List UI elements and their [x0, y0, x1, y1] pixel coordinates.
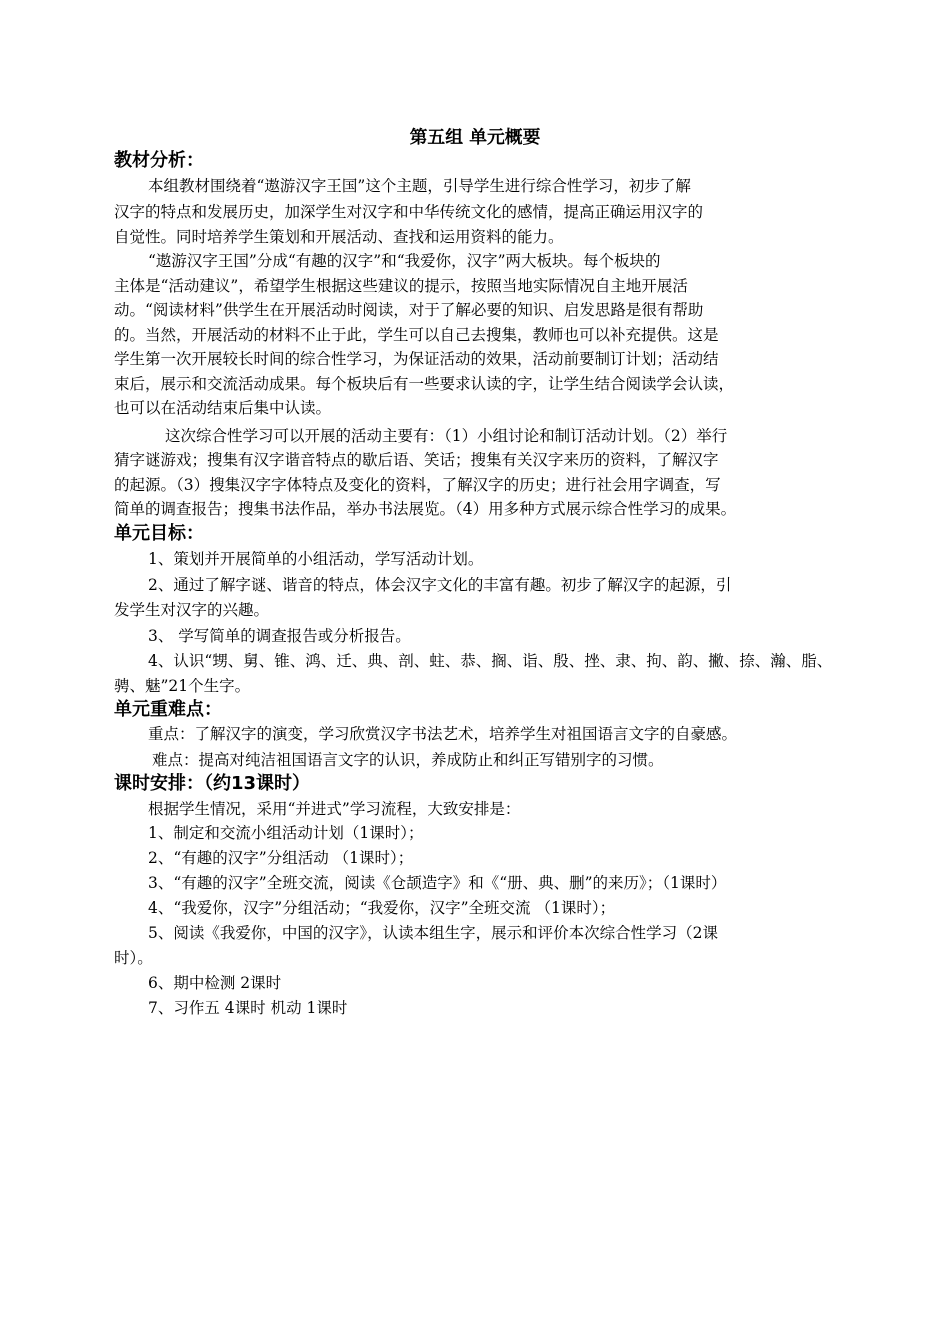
paragraph-line: 也可以在活动结束后集中认读。: [114, 399, 332, 417]
paragraph-line: 难点：提高对纯洁祖国语言文字的认识，养成防止和纠正写错别字的习惯。: [152, 751, 664, 769]
section-heading-keypoints: 单元重难点：: [114, 699, 222, 720]
list-item: 3、“有趣的汉字”全班交流，阅读《仓颉造字》和《“册、典、删”的来历》；（1课时）: [148, 874, 727, 892]
paragraph-line: 根据学生情况，采用“并进式”学习流程，大致安排是：: [148, 800, 521, 818]
document-title: 第五组 单元概要: [409, 127, 541, 148]
list-item: 4、认识“甥、舅、锥、鸿、迁、典、剖、蛀、恭、搁、诣、殷、挫、隶、拘、韵、撇、捺、瀚、脂、: [148, 652, 833, 670]
paragraph-line: 动。“阅读材料”供学生在开展活动时阅读，对于了解必要的知识、启发思路是很有帮助: [114, 301, 704, 319]
list-item: 2、“有趣的汉字”分组活动 （1课时）；: [148, 849, 414, 867]
paragraph-line: 的起源。（3）搜集汉字字体特点及变化的资料，了解汉字的历史；进行社会用字调查，写: [114, 476, 721, 494]
paragraph-line: 学生第一次开展较长时间的综合性学习，为保证活动的效果，活动前要制订计划；活动结: [114, 350, 719, 368]
paragraph-line: 重点：了解汉字的演变，学习欣赏汉字书法艺术，培养学生对祖国语言文字的自豪感。: [148, 725, 738, 743]
list-item: 6、期中检测 2课时: [148, 974, 282, 992]
paragraph-line: “遨游汉字王国”分成“有趣的汉字”和“我爱你，汉字”两大板块。每个板块的: [148, 252, 661, 270]
list-item: 3、 学写简单的调查报告或分析报告。: [148, 627, 411, 645]
paragraph-line: 猜字谜游戏；搜集有汉字谐音特点的歇后语、笑话；搜集有关汉字来历的资料，了解汉字: [114, 451, 719, 469]
paragraph-line: 汉字的特点和发展历史，加深学生对汉字和中华传统文化的感情，提高正确运用汉字的: [114, 203, 704, 221]
paragraph-line: 本组教材围绕着“遨游汉字王国”这个主题，引导学生进行综合性学习，初步了解: [148, 177, 691, 195]
list-item-continuation: 时）。: [114, 949, 153, 967]
list-item-continuation: 发学生对汉字的兴趣。: [114, 601, 270, 619]
list-item: 7、习作五 4课时 机动 1课时: [148, 999, 348, 1017]
list-item: 1、策划并开展简单的小组活动，学写活动计划。: [148, 550, 484, 568]
list-item: 1、制定和交流小组活动计划（1课时）；: [148, 824, 424, 842]
paragraph-line: 主体是“活动建议”，希望学生根据这些建议的提示，按照当地实际情况自主地开展活: [114, 277, 688, 295]
section-heading-analysis: 教材分析：: [114, 150, 204, 171]
paragraph-line: 简单的调查报告；搜集书法作品，举办书法展览。（4）用多种方式展示综合性学习的成果。: [114, 500, 737, 518]
list-item: 4、“我爱你，汉字”分组活动；“我爱你，汉字”全班交流 （1课时）；: [148, 899, 616, 917]
section-heading-schedule: 课时安排：（约13课时）: [114, 773, 311, 794]
list-item: 2、通过了解字谜、谐音的特点，体会汉字文化的丰富有趣。初步了解汉字的起源，引: [148, 576, 732, 594]
section-heading-goals: 单元目标：: [114, 523, 204, 544]
paragraph-line: 自觉性。同时培养学生策划和开展活动、查找和运用资料的能力。: [114, 228, 564, 246]
paragraph-line: 这次综合性学习可以开展的活动主要有：（1）小组讨论和制订活动计划。（2）举行: [165, 427, 728, 445]
list-item: 5、阅读《我爱你，中国的汉字》，认读本组生字，展示和评价本次综合性学习（2课: [148, 924, 718, 942]
paragraph-line: 束后，展示和交流活动成果。每个板块后有一些要求认读的字，让学生结合阅读学会认读，: [114, 375, 735, 393]
paragraph-line: 的。当然，开展活动的材料不止于此，学生可以自己去搜集，教师也可以补充提供。这是: [114, 326, 719, 344]
list-item-continuation: 骋、魅”21个生字。: [114, 677, 251, 695]
